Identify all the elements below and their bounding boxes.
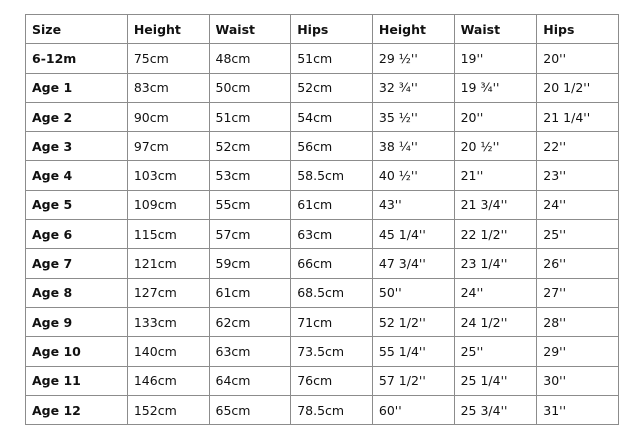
hips-cm-cell: 56cm <box>291 132 373 161</box>
header-size: Size <box>26 15 128 44</box>
size-cell: Age 12 <box>26 395 128 424</box>
waist-in-cell: 20'' <box>454 102 537 131</box>
header-hips-cm: Hips <box>291 15 373 44</box>
hips-cm-cell: 51cm <box>291 44 373 73</box>
hips-cm-cell: 58.5cm <box>291 161 373 190</box>
waist-cm-cell: 64cm <box>209 366 291 395</box>
table-row <box>26 102 619 131</box>
waist-in-cell: 20 ½'' <box>454 132 537 161</box>
waist-cm-cell: 62cm <box>209 307 291 336</box>
hips-cm-cell: 63cm <box>291 220 373 249</box>
waist-in-cell: 25 3/4'' <box>454 395 537 424</box>
hips-in-cell: 23'' <box>537 161 619 190</box>
height-in-cell: 45 1/4'' <box>372 220 454 249</box>
header-waist-cm: Waist <box>209 15 291 44</box>
height-in-cell: 52 1/2'' <box>372 307 454 336</box>
height-cm-cell: 75cm <box>127 44 209 73</box>
waist-cm-cell: 52cm <box>209 132 291 161</box>
waist-cm-cell: 48cm <box>209 44 291 73</box>
waist-cm-cell: 51cm <box>209 102 291 131</box>
height-in-cell: 47 3/4'' <box>372 249 454 278</box>
size-cell: Age 1 <box>26 73 128 102</box>
hips-cm-cell: 78.5cm <box>291 395 373 424</box>
size-cell: Age 3 <box>26 132 128 161</box>
waist-in-cell: 19'' <box>454 44 537 73</box>
table-row <box>26 337 619 366</box>
hips-in-cell: 27'' <box>537 278 619 307</box>
table-row <box>26 220 619 249</box>
table-row <box>26 366 619 395</box>
table-row <box>26 73 619 102</box>
height-in-cell: 50'' <box>372 278 454 307</box>
size-cell: Age 9 <box>26 307 128 336</box>
height-in-cell: 38 ¼'' <box>372 132 454 161</box>
waist-in-cell: 21 3/4'' <box>454 190 537 219</box>
height-cm-cell: 103cm <box>127 161 209 190</box>
table-row <box>26 161 619 190</box>
hips-in-cell: 22'' <box>537 132 619 161</box>
table-row <box>26 190 619 219</box>
size-cell: Age 7 <box>26 249 128 278</box>
waist-cm-cell: 50cm <box>209 73 291 102</box>
hips-cm-cell: 71cm <box>291 307 373 336</box>
hips-cm-cell: 68.5cm <box>291 278 373 307</box>
hips-in-cell: 20'' <box>537 44 619 73</box>
height-cm-cell: 115cm <box>127 220 209 249</box>
waist-in-cell: 25 1/4'' <box>454 366 537 395</box>
table-row <box>26 249 619 278</box>
table-row <box>26 307 619 336</box>
height-in-cell: 32 ¾'' <box>372 73 454 102</box>
height-cm-cell: 127cm <box>127 278 209 307</box>
table-row <box>26 132 619 161</box>
waist-cm-cell: 59cm <box>209 249 291 278</box>
height-cm-cell: 140cm <box>127 337 209 366</box>
size-cell: Age 11 <box>26 366 128 395</box>
table-header-row <box>26 15 619 44</box>
hips-cm-cell: 73.5cm <box>291 337 373 366</box>
waist-in-cell: 22 1/2'' <box>454 220 537 249</box>
hips-in-cell: 28'' <box>537 307 619 336</box>
header-waist-in: Waist <box>454 15 537 44</box>
size-cell: Age 2 <box>26 102 128 131</box>
header-height-in: Height <box>372 15 454 44</box>
height-cm-cell: 97cm <box>127 132 209 161</box>
height-in-cell: 60'' <box>372 395 454 424</box>
height-in-cell: 57 1/2'' <box>372 366 454 395</box>
height-in-cell: 55 1/4'' <box>372 337 454 366</box>
hips-cm-cell: 76cm <box>291 366 373 395</box>
hips-in-cell: 29'' <box>537 337 619 366</box>
waist-cm-cell: 65cm <box>209 395 291 424</box>
size-cell: Age 8 <box>26 278 128 307</box>
waist-in-cell: 21'' <box>454 161 537 190</box>
waist-cm-cell: 63cm <box>209 337 291 366</box>
waist-in-cell: 24 1/2'' <box>454 307 537 336</box>
hips-in-cell: 30'' <box>537 366 619 395</box>
height-cm-cell: 146cm <box>127 366 209 395</box>
waist-cm-cell: 57cm <box>209 220 291 249</box>
hips-in-cell: 21 1/4'' <box>537 102 619 131</box>
size-chart-table <box>25 14 619 425</box>
height-in-cell: 40 ½'' <box>372 161 454 190</box>
size-cell: Age 5 <box>26 190 128 219</box>
hips-in-cell: 24'' <box>537 190 619 219</box>
height-cm-cell: 121cm <box>127 249 209 278</box>
hips-in-cell: 25'' <box>537 220 619 249</box>
hips-cm-cell: 61cm <box>291 190 373 219</box>
hips-cm-cell: 52cm <box>291 73 373 102</box>
size-cell: 6-12m <box>26 44 128 73</box>
size-cell: Age 10 <box>26 337 128 366</box>
hips-in-cell: 26'' <box>537 249 619 278</box>
waist-cm-cell: 55cm <box>209 190 291 219</box>
height-cm-cell: 109cm <box>127 190 209 219</box>
header-hips-in: Hips <box>537 15 619 44</box>
hips-in-cell: 20 1/2'' <box>537 73 619 102</box>
waist-cm-cell: 53cm <box>209 161 291 190</box>
height-cm-cell: 90cm <box>127 102 209 131</box>
hips-in-cell: 31'' <box>537 395 619 424</box>
hips-cm-cell: 66cm <box>291 249 373 278</box>
height-in-cell: 43'' <box>372 190 454 219</box>
header-height-cm: Height <box>127 15 209 44</box>
waist-in-cell: 25'' <box>454 337 537 366</box>
table-row <box>26 278 619 307</box>
waist-cm-cell: 61cm <box>209 278 291 307</box>
height-in-cell: 35 ½'' <box>372 102 454 131</box>
waist-in-cell: 19 ¾'' <box>454 73 537 102</box>
size-cell: Age 6 <box>26 220 128 249</box>
table-row <box>26 395 619 424</box>
height-cm-cell: 133cm <box>127 307 209 336</box>
waist-in-cell: 23 1/4'' <box>454 249 537 278</box>
waist-in-cell: 24'' <box>454 278 537 307</box>
height-cm-cell: 152cm <box>127 395 209 424</box>
hips-cm-cell: 54cm <box>291 102 373 131</box>
table-row <box>26 44 619 73</box>
size-cell: Age 4 <box>26 161 128 190</box>
height-cm-cell: 83cm <box>127 73 209 102</box>
height-in-cell: 29 ½'' <box>372 44 454 73</box>
table-body <box>26 44 619 425</box>
